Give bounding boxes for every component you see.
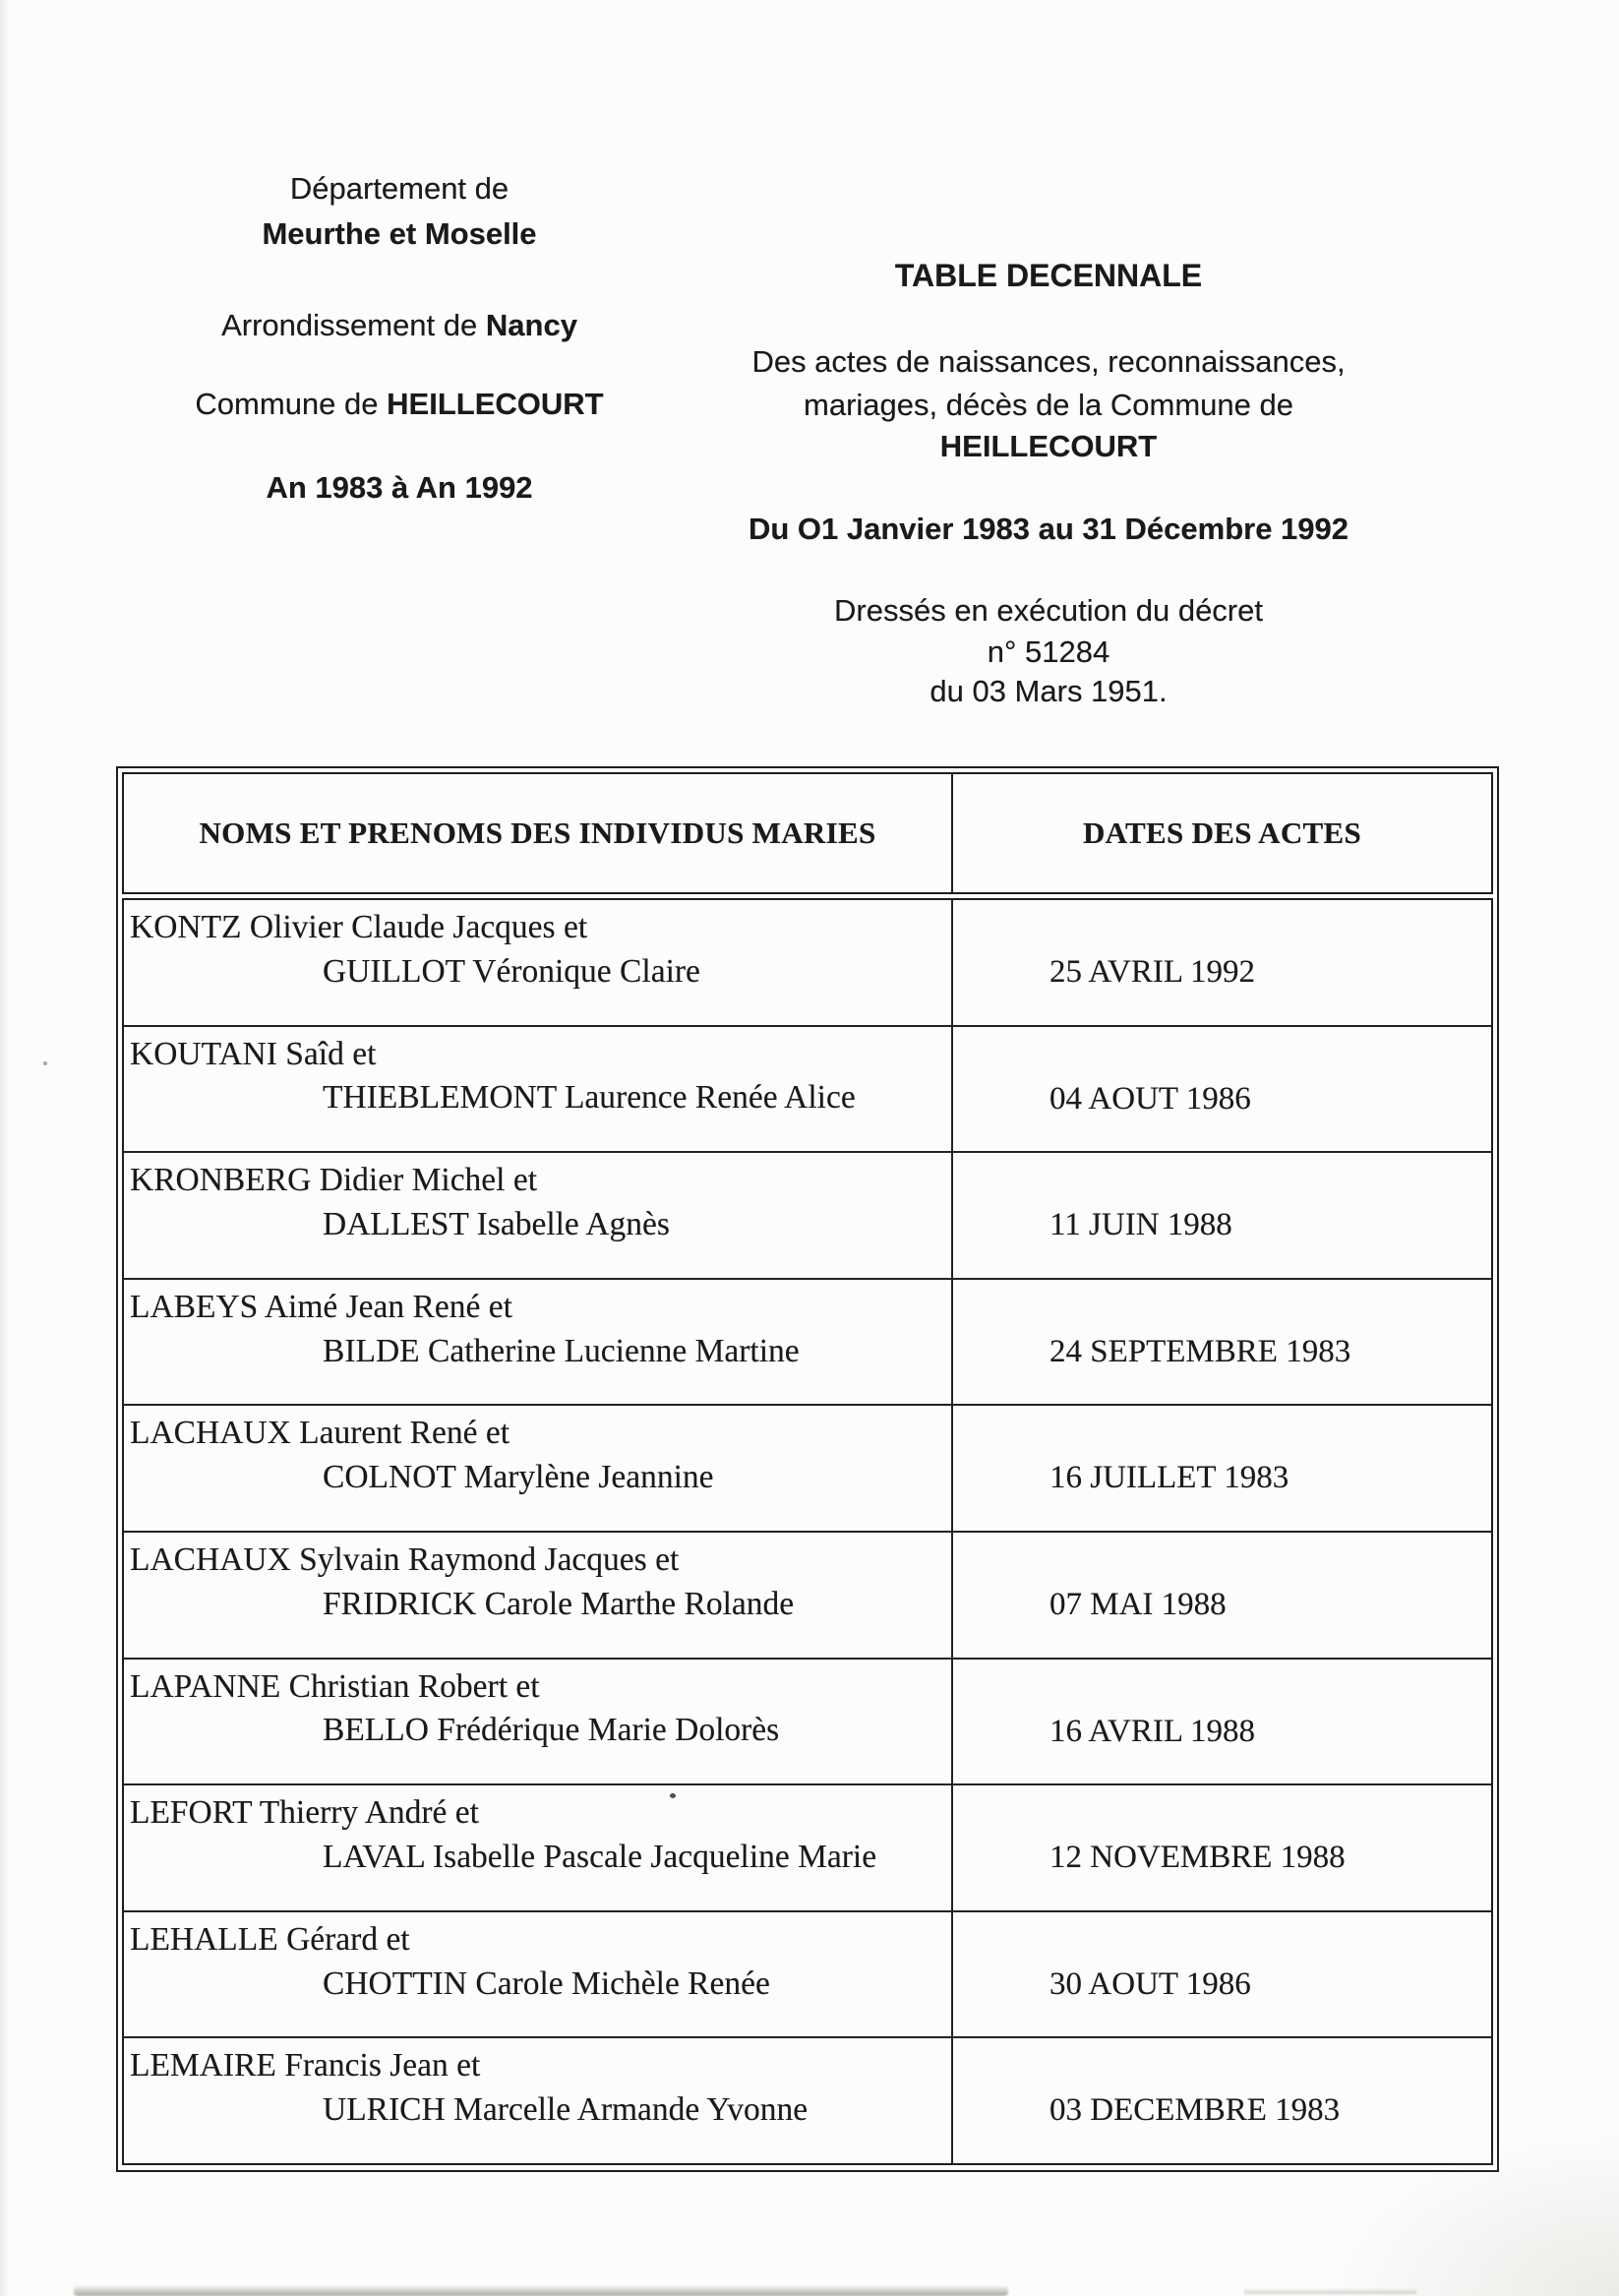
wife-name: GUILLOT Véronique Claire [323, 952, 700, 990]
date-cell [953, 1027, 1491, 1152]
names-cell [124, 1027, 953, 1152]
names-cell [124, 900, 953, 1025]
act-date: 07 MAI 1988 [1049, 1586, 1227, 1622]
date-cell [953, 1533, 1491, 1658]
husband-name: KRONBERG Didier Michel et [130, 1162, 538, 1199]
table-row [124, 1406, 1491, 1533]
husband-name: KOUTANI Saîd et [130, 1035, 377, 1072]
names-cell [124, 1153, 953, 1278]
decree-line-1: Dressés en exécution du décret [834, 593, 1263, 628]
husband-name: LACHAUX Laurent René et [130, 1415, 510, 1452]
table-row [124, 900, 1491, 1027]
husband-name: LACHAUX Sylvain Raymond Jacques et [130, 1541, 680, 1578]
period-line: Du O1 Janvier 1983 au 31 Décembre 1992 [748, 512, 1349, 546]
husband-name: LEMAIRE Francis Jean et [130, 2047, 481, 2085]
year-range: An 1983 à An 1992 [266, 470, 533, 505]
decree-date: du 03 Mars 1951. [929, 674, 1168, 708]
names-cell [124, 1785, 953, 1910]
decennial-table [116, 766, 1499, 2172]
table-outer-border [116, 766, 1499, 2172]
wife-name: ULRICH Marcelle Armande Yvonne [323, 2091, 809, 2129]
act-date: 24 SEPTEMBRE 1983 [1049, 1333, 1351, 1369]
table-row [124, 1533, 1491, 1660]
wife-name: BILDE Catherine Lucienne Martine [323, 1332, 800, 1369]
subtitle-line-1: Des actes de naissances, reconnaissances, [751, 344, 1346, 379]
act-date: 11 JUIN 1988 [1049, 1207, 1232, 1243]
act-date: 16 JUILLET 1983 [1049, 1460, 1289, 1496]
department-name: Meurthe et Moselle [262, 216, 537, 251]
wife-name: DALLEST Isabelle Agnès [323, 1206, 670, 1243]
act-date: 12 NOVEMBRE 1988 [1049, 1840, 1346, 1876]
husband-name: LABEYS Aimé Jean René et [130, 1288, 512, 1325]
wife-name: CHOTTIN Carole Michèle Renée [323, 1964, 770, 2002]
column-header-names: NOMS ET PRENOMS DES INDIVIDUS MARIES [124, 774, 953, 892]
scan-artifact-dot [43, 1061, 47, 1065]
husband-name: LEHALLE Gérard et [130, 1920, 410, 1958]
table-row [124, 1280, 1491, 1407]
column-header-dates: DATES DES ACTES [1082, 816, 1362, 850]
wife-name: BELLO Frédérique Marie Dolorès [323, 1712, 780, 1749]
arrondissement-line: Arrondissement de Nancy [221, 308, 577, 342]
table-row [124, 1785, 1491, 1912]
date-cell [953, 1912, 1491, 2037]
table-row [124, 1153, 1491, 1280]
table-row [124, 1027, 1491, 1154]
names-cell [124, 1660, 953, 1784]
act-date: 30 AOUT 1986 [1049, 1965, 1251, 2002]
names-cell [124, 1406, 953, 1531]
commune-line: Commune de HEILLECOURT [195, 387, 604, 421]
wife-name: THIEBLEMONT Laurence Renée Alice [323, 1079, 856, 1117]
scan-artifact-dot [670, 1793, 676, 1798]
scan-edge-shadow [0, 0, 10, 2296]
husband-name: KONTZ Olivier Claude Jacques et [130, 909, 588, 945]
scan-bottom-shadow [74, 2285, 1008, 2296]
department-label: Département de [289, 171, 510, 206]
husband-name: LAPANNE Christian Robert et [130, 1667, 540, 1705]
names-cell [124, 1533, 953, 1658]
table-header-row [122, 772, 1493, 894]
names-cell [124, 1280, 953, 1405]
wife-name: LAVAL Isabelle Pascale Jacqueline Marie [323, 1839, 877, 1875]
subtitle-line-2: mariages, décès de la Commune de [804, 388, 1293, 422]
names-cell [124, 2038, 953, 2163]
table-row [124, 2038, 1491, 2163]
date-cell [953, 1660, 1491, 1784]
date-cell [953, 1280, 1491, 1405]
scan-corner-shadow [1324, 2129, 1619, 2296]
act-date: 16 AVRIL 1988 [1049, 1713, 1256, 1749]
husband-name: LEFORT Thierry André et [130, 1794, 479, 1832]
table-row [124, 1912, 1491, 2039]
table-row [124, 1660, 1491, 1786]
document-title: TABLE DECENNALE [894, 258, 1203, 293]
date-cell [953, 1406, 1491, 1531]
date-cell [953, 1153, 1491, 1278]
act-date: 03 DECEMBRE 1983 [1049, 2092, 1341, 2129]
names-cell [124, 1912, 953, 2037]
act-date: 25 AVRIL 1992 [1049, 954, 1256, 990]
act-date: 04 AOUT 1986 [1049, 1080, 1251, 1117]
decree-number: n° 51284 [987, 634, 1110, 669]
subtitle-commune-name: HEILLECOURT [939, 429, 1158, 463]
wife-name: FRIDRICK Carole Marthe Rolande [323, 1585, 795, 1622]
date-cell [953, 1785, 1491, 1910]
wife-name: COLNOT Marylène Jeannine [323, 1459, 714, 1496]
date-cell [953, 900, 1491, 1025]
table-body [122, 898, 1493, 2165]
